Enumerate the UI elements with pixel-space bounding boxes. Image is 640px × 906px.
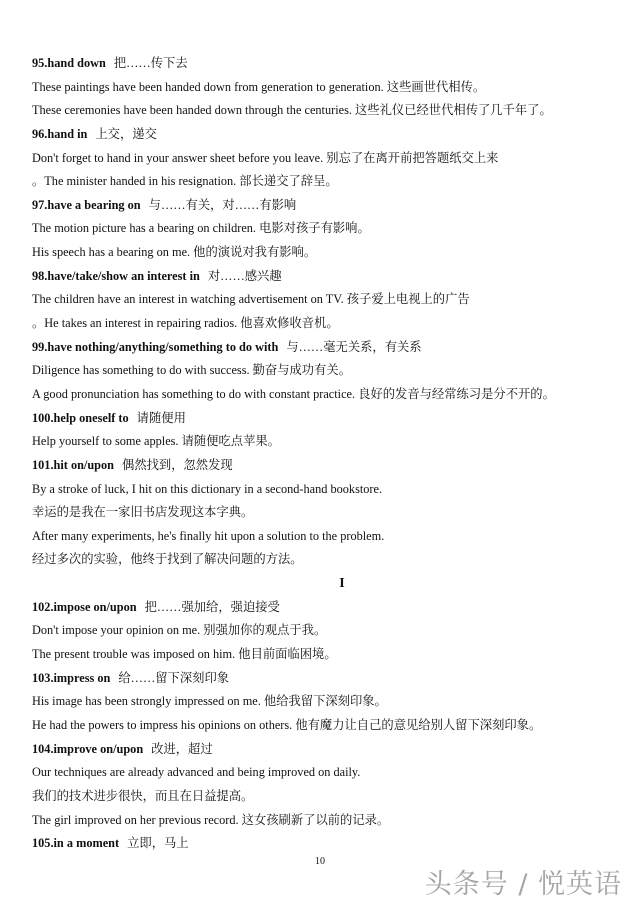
entry-meaning: 给……留下深刻印象 (118, 670, 230, 685)
document-body (32, 52, 622, 856)
example-sentence: The motion picture has a bearing on children. 电影对孩子有影响。 (32, 221, 370, 236)
example-sentence: 。The minister handed in his resignation. 部长递交了辞呈。 (32, 174, 338, 189)
example-sentence: These paintings have been handed down from generation to generation. 这些画世代相传。 (32, 79, 486, 94)
example-sentence: His speech has a bearing on me. 他的演说对我有影响。 (32, 245, 317, 260)
example-sentence: The children have an interest in watching advertisement on TV. 孩子爱上电视上的广告 (32, 292, 470, 307)
entry-heading (32, 194, 622, 218)
entry-term: 98.have/take/show an interest in (32, 268, 200, 283)
section-letter: I (339, 576, 345, 592)
entry-meaning: 请随便用 (136, 410, 186, 425)
entry-term: 99.have nothing/anything/something to do with (32, 339, 279, 354)
page-number: 10 (315, 856, 325, 867)
example-sentence: 经过多次的实验，他终于找到了解决问题的方法。 (32, 552, 303, 567)
example-sentence: Diligence has something to do with success. 勤奋与成功有关。 (32, 363, 351, 378)
entry-meaning: 上交，递交 (95, 126, 157, 141)
entry-heading (32, 667, 622, 691)
example-sentence: He had the powers to impress his opinions on others. 他有魔力让自己的意见给别人留下深刻印象。 (32, 717, 542, 732)
entry-term: 104.improve on/upon (32, 741, 144, 756)
entry-meaning: 偶然找到，忽然发现 (122, 457, 233, 472)
entry-term: 96.hand in (32, 126, 88, 141)
entry-meaning: 与……有关，对……有影响 (148, 197, 297, 212)
entry-term: 97.have a bearing on (32, 197, 141, 212)
entry-term: 103.impress on (32, 670, 111, 685)
example-sentence: These ceremonies have been handed down through the centuries. 这些礼仪已经世代相传了几千年了。 (32, 103, 552, 118)
example-sentence: The girl improved on her previous record. 这女孩刷新了以前的记录。 (32, 812, 390, 827)
entry-heading (32, 738, 622, 762)
example-sentence: Our techniques are already advanced and being improved on daily. (32, 765, 361, 780)
entry-heading (32, 123, 622, 147)
entry-heading (32, 52, 622, 76)
example-sentence: The present trouble was imposed on him. 他目前面临困境。 (32, 647, 337, 662)
entry-meaning: 改进，超过 (151, 741, 213, 756)
entry-meaning: 立即，马上 (127, 836, 189, 851)
entry-heading (32, 596, 622, 620)
example-sentence: 我们的技术进步很快，而且在日益提高。 (32, 788, 254, 803)
entry-heading (32, 454, 622, 478)
entry-meaning: 把……强加给，强迫接受 (144, 599, 280, 614)
example-sentence: His image has been strongly impressed on me. 他给我留下深刻印象。 (32, 694, 387, 709)
example-sentence: Don't forget to hand in your answer sheet before you leave. 别忘了在离开前把答题纸交上来 (32, 150, 499, 165)
example-sentence: 幸运的是我在一家旧书店发现这本字典。 (32, 505, 254, 520)
example-sentence: After many experiments, he's finally hit upon a solution to the problem. (32, 528, 385, 543)
entry-term: 100.help oneself to (32, 410, 129, 425)
entry-heading (32, 265, 622, 289)
entry-meaning: 与……毫无关系，有关系 (286, 339, 422, 354)
example-sentence: Don't impose your opinion on me. 别强加你的观点于我。 (32, 623, 327, 638)
example-sentence: A good pronunciation has something to do with constant practice. 良好的发音与经常练习是分不开的。 (32, 386, 555, 401)
entry-meaning: 把……传下去 (113, 56, 188, 70)
entry-term: 105.in a moment (32, 836, 120, 851)
entry-meaning: 对……感兴趣 (207, 268, 282, 283)
entry-heading (32, 407, 622, 431)
entry-term: 95.hand down (32, 56, 106, 70)
example-sentence: Help yourself to some apples. 请随便吃点苹果。 (32, 434, 280, 449)
entry-heading (32, 832, 622, 856)
document-page (32, 52, 622, 856)
entry-term: 102.impose on/upon (32, 599, 137, 614)
example-sentence: 。He takes an interest in repairing radios. 他喜欢修收音机。 (32, 316, 339, 331)
watermark-text: 头条号 / 悦英语 (424, 869, 622, 900)
example-sentence: By a stroke of luck, I hit on this dictionary in a second-hand bookstore. (32, 481, 383, 496)
entry-term: 101.hit on/upon (32, 457, 115, 472)
entry-heading (32, 336, 622, 360)
